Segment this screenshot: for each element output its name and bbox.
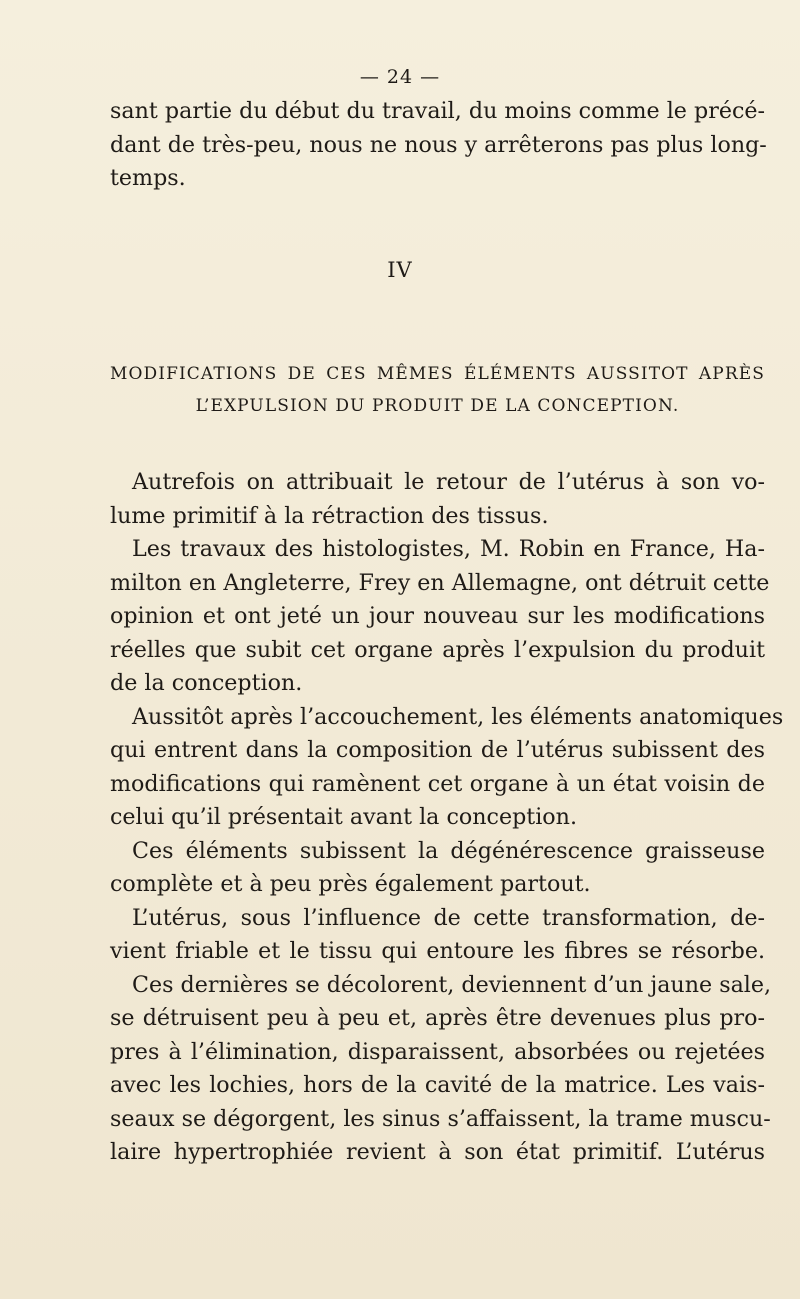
text-line: modifications qui ramènent cet organe à un état voisin de <box>110 770 765 797</box>
text-line: dant de très-peu, nous ne nous y arrêterons pas plus long- <box>110 131 767 158</box>
text-line: lume primitif à la rétraction des tissus. <box>110 502 549 529</box>
text-line: avec les lochies, hors de la cavité de la matrice. Les vais- <box>110 1072 765 1098</box>
text-line: celui qu’il présentait avant la conception. <box>110 804 578 830</box>
text-line: Les travaux des histologistes, M. Robin en France, Ha- <box>132 536 765 562</box>
text-line: se détruisent peu à peu et, après être devenues plus pro- <box>110 1005 765 1031</box>
text-line: laire hypertrophiée revient à son état primitif. L’utérus <box>110 1139 765 1165</box>
text-line: seaux se dégorgent, les sinus s’affaissent, la trame muscu- <box>110 1105 771 1132</box>
section-title-line: L’EXPULSION DU PRODUIT DE LA CONCEPTION. <box>195 396 680 416</box>
text-line: temps. <box>110 165 186 191</box>
text-line: milton en Angleterre, Frey en Allemagne, ont détruit cette <box>110 569 770 596</box>
section-title <box>110 358 765 422</box>
text-line: sant partie du début du travail, du moins comme le précé- <box>110 98 765 124</box>
section-title-line: MODIFICATIONS DE CES MÊMES ÉLÉMENTS AUSSITOT APRÈS <box>110 364 765 384</box>
text-line: opinion et ont jeté un jour nouveau sur les modifications <box>110 603 765 629</box>
text-line: L’utérus, sous l’influence de cette transformation, de- <box>132 904 765 931</box>
text-line: Aussitôt après l’accouchement, les éléments anatomiques <box>132 703 784 730</box>
text-line: Ces éléments subissent la dégénérescence graisseuse <box>132 837 765 864</box>
text-line: Ces dernières se décolorent, deviennent d’un jaune sale, <box>132 971 772 998</box>
text-line: réelles que subit cet organe après l’expulsion du produit <box>110 636 765 663</box>
body-text <box>110 466 784 1170</box>
text-line: complète et à peu près également partout. <box>110 871 591 897</box>
intro-paragraph <box>110 95 765 196</box>
text-line: pres à l’élimination, disparaissent, absorbées ou rejetées <box>110 1038 765 1065</box>
page-number: — 24 — <box>359 66 441 88</box>
text-line: Autrefois on attribuait le retour de l’utérus à son vo- <box>132 469 765 495</box>
text-line: qui entrent dans la composition de l’utérus subissent des <box>110 737 765 763</box>
text-line: de la conception. <box>110 670 303 696</box>
section-number: IV <box>387 258 413 282</box>
text-line: vient friable et le tissu qui entoure les fibres se résorbe. <box>110 938 765 964</box>
